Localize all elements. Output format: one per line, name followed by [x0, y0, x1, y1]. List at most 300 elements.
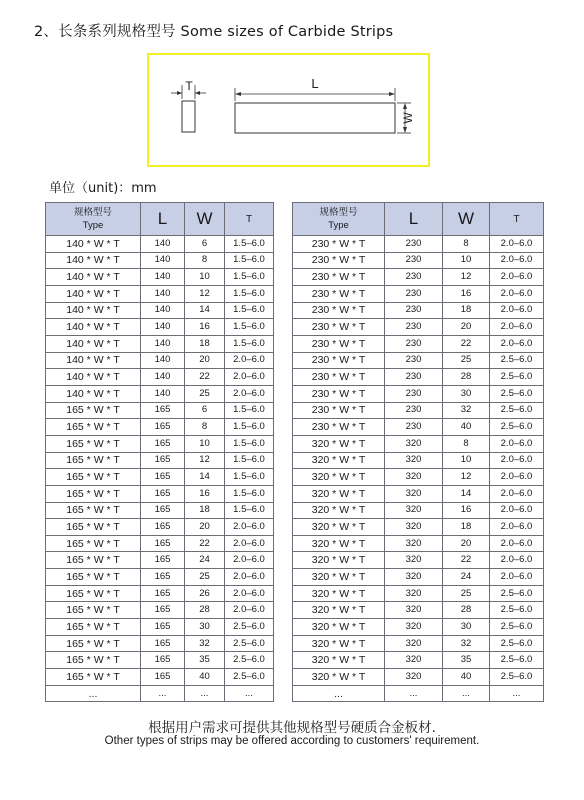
table-row — [46, 385, 274, 402]
cell-w: 24 — [185, 552, 225, 569]
cell-l: 165 — [141, 519, 185, 536]
cell-t: 2.5–6.0 — [490, 369, 544, 386]
table-row — [293, 435, 544, 452]
cell-w: 12 — [185, 452, 225, 469]
cell-w: 20 — [443, 319, 490, 336]
cell-t: 2.0–6.0 — [225, 519, 274, 536]
cell-l: 140 — [141, 319, 185, 336]
table-row — [46, 402, 274, 419]
cell-w: 30 — [443, 619, 490, 636]
table-row — [46, 552, 274, 569]
table-row — [293, 335, 544, 352]
cell-t: 1.5–6.0 — [225, 319, 274, 336]
cell-l: 140 — [141, 252, 185, 269]
t-arrowhead-left — [177, 91, 182, 95]
table-row — [293, 352, 544, 369]
cell-w: 6 — [185, 236, 225, 253]
cell-w: 22 — [443, 335, 490, 352]
table-row — [46, 619, 274, 636]
cell-t: 2.0–6.0 — [490, 335, 544, 352]
cell-l: 165 — [141, 502, 185, 519]
cell-type: 230 * W * T — [293, 236, 385, 253]
cell-t: 2.5–6.0 — [490, 619, 544, 636]
cell-l: 230 — [385, 369, 443, 386]
table-body — [46, 236, 274, 702]
cell-l: 230 — [385, 236, 443, 253]
table-row — [293, 469, 544, 486]
table-row — [293, 652, 544, 669]
cell-w: 20 — [185, 352, 225, 369]
cell-l: 165 — [141, 652, 185, 669]
table-row — [293, 419, 544, 436]
table-row — [46, 535, 274, 552]
cell-t: 1.5–6.0 — [225, 435, 274, 452]
cell-type: 165 * W * T — [46, 452, 141, 469]
l-label: L — [311, 76, 319, 91]
cell-w: 28 — [185, 602, 225, 619]
table-row — [46, 585, 274, 602]
cell-t: 2.5–6.0 — [490, 669, 544, 686]
cell-t: 1.5–6.0 — [225, 469, 274, 486]
cell-type: 140 * W * T — [46, 285, 141, 302]
cell-type: 140 * W * T — [46, 369, 141, 386]
cell-type: 230 * W * T — [293, 419, 385, 436]
table-row — [46, 669, 274, 686]
cell-l: 320 — [385, 602, 443, 619]
cell-t: 2.0–6.0 — [490, 285, 544, 302]
cell-l: 165 — [141, 419, 185, 436]
cell-w: 32 — [185, 635, 225, 652]
cell-type: 230 * W * T — [293, 352, 385, 369]
table-row — [293, 569, 544, 586]
cell-l: 230 — [385, 385, 443, 402]
cell-l: 320 — [385, 619, 443, 636]
cell-w: 35 — [185, 652, 225, 669]
cell-w: 12 — [443, 269, 490, 286]
strip-side-view — [235, 103, 395, 133]
table-row — [293, 535, 544, 552]
cell-t: 2.0–6.0 — [490, 269, 544, 286]
cell-t: 1.5–6.0 — [225, 419, 274, 436]
cell-w: 25 — [443, 352, 490, 369]
section-heading: 2、长条系列规格型号 Some sizes of Carbide Strips — [34, 24, 394, 40]
cell-w: 14 — [443, 485, 490, 502]
cell-type: 165 * W * T — [46, 619, 141, 636]
table-row — [293, 385, 544, 402]
cell-t: 2.5–6.0 — [490, 402, 544, 419]
cell-w: 25 — [185, 385, 225, 402]
cell-type: 165 * W * T — [46, 652, 141, 669]
cell-l: 165 — [141, 619, 185, 636]
cell-type: 320 * W * T — [293, 635, 385, 652]
cell-t: 2.0–6.0 — [225, 535, 274, 552]
cell-t: 2.0–6.0 — [490, 485, 544, 502]
cell-w: 10 — [443, 452, 490, 469]
cell-l: 320 — [385, 569, 443, 586]
table-row — [293, 585, 544, 602]
cell-l: 165 — [141, 535, 185, 552]
cell-w: 26 — [185, 585, 225, 602]
cell-l: 165 — [141, 669, 185, 686]
cell-l: 230 — [385, 402, 443, 419]
cell-l: 165 — [141, 452, 185, 469]
table-row — [46, 602, 274, 619]
cell-t: 2.5–6.0 — [490, 635, 544, 652]
table-row — [293, 252, 544, 269]
cell-t: 2.5–6.0 — [490, 585, 544, 602]
cell-t: 2.0–6.0 — [490, 319, 544, 336]
cell-l: 320 — [385, 502, 443, 519]
strip-dimension-diagram — [147, 53, 430, 167]
cell-w: 12 — [443, 469, 490, 486]
header-l: L — [141, 203, 185, 236]
table-row — [46, 502, 274, 519]
cell-l: 230 — [385, 319, 443, 336]
table-row — [46, 335, 274, 352]
cell-l: 320 — [385, 652, 443, 669]
cell-w: 22 — [185, 535, 225, 552]
cell-type: 230 * W * T — [293, 302, 385, 319]
cell-w: 16 — [185, 485, 225, 502]
cell-t: 2.0–6.0 — [225, 602, 274, 619]
cell-type: 165 * W * T — [46, 552, 141, 569]
cell-t: 2.0–6.0 — [490, 569, 544, 586]
table-row — [46, 652, 274, 669]
cell-t: 2.0–6.0 — [490, 236, 544, 253]
cell-t: 2.0–6.0 — [490, 552, 544, 569]
cell-type: 230 * W * T — [293, 369, 385, 386]
cell-type: 165 * W * T — [46, 485, 141, 502]
cell-type: 320 * W * T — [293, 435, 385, 452]
table-row — [46, 252, 274, 269]
cell-t: 2.0–6.0 — [490, 452, 544, 469]
cell-l: 140 — [141, 302, 185, 319]
cell-type: 320 * W * T — [293, 652, 385, 669]
cell-type: 320 * W * T — [293, 669, 385, 686]
cell-l: 320 — [385, 452, 443, 469]
cell-t: 2.5–6.0 — [225, 669, 274, 686]
table-row — [293, 502, 544, 519]
table-row — [46, 369, 274, 386]
cell-t: 2.0–6.0 — [490, 535, 544, 552]
cell-l: 165 — [141, 435, 185, 452]
table-row — [293, 552, 544, 569]
header-type-cn: 规格型号 — [73, 207, 112, 218]
cell-type: 230 * W * T — [293, 335, 385, 352]
cell-l: 230 — [385, 269, 443, 286]
table-row — [293, 685, 544, 702]
cell-w: 30 — [443, 385, 490, 402]
cell-l: 320 — [385, 585, 443, 602]
header-type-en: Type — [82, 220, 104, 231]
cell-w: 20 — [185, 519, 225, 536]
footnote-chinese: 根据用户需求可提供其他规格型号硬质合金板材. — [148, 720, 436, 736]
cell-w: 16 — [443, 502, 490, 519]
cell-w: 10 — [185, 269, 225, 286]
cell-l: 165 — [141, 569, 185, 586]
cell-w: 24 — [443, 569, 490, 586]
cell-l: ... — [141, 685, 185, 702]
cell-l: 230 — [385, 285, 443, 302]
table-row — [46, 519, 274, 536]
cell-w: 8 — [185, 252, 225, 269]
l-arrowhead-right — [389, 92, 395, 96]
cell-t: 1.5–6.0 — [225, 485, 274, 502]
cell-t: 2.5–6.0 — [225, 619, 274, 636]
header-row — [293, 203, 544, 236]
cell-w: 28 — [443, 602, 490, 619]
table-row — [293, 285, 544, 302]
cell-l: 165 — [141, 602, 185, 619]
table-row — [46, 236, 274, 253]
cell-type: 230 * W * T — [293, 252, 385, 269]
cell-type: 165 * W * T — [46, 519, 141, 536]
cell-type: 140 * W * T — [46, 269, 141, 286]
t-arrowhead-right — [195, 91, 200, 95]
cell-l: 165 — [141, 585, 185, 602]
cell-type: 320 * W * T — [293, 485, 385, 502]
cell-l: 230 — [385, 302, 443, 319]
cell-l: ... — [385, 685, 443, 702]
table-row — [293, 402, 544, 419]
cell-type: 320 * W * T — [293, 619, 385, 636]
cell-l: 320 — [385, 635, 443, 652]
cell-w: 18 — [185, 502, 225, 519]
table-row — [293, 635, 544, 652]
cell-type: 230 * W * T — [293, 385, 385, 402]
header-w: W — [443, 203, 490, 236]
cell-w: 8 — [443, 435, 490, 452]
table-row — [293, 369, 544, 386]
cell-type: 140 * W * T — [46, 252, 141, 269]
strip-end-view — [182, 101, 195, 132]
unit-label: 单位（unit)：mm — [49, 181, 157, 196]
cell-type: 165 * W * T — [46, 635, 141, 652]
cell-type: 165 * W * T — [46, 535, 141, 552]
cell-l: 230 — [385, 335, 443, 352]
cell-w: 35 — [443, 652, 490, 669]
cell-l: 230 — [385, 252, 443, 269]
spec-table-right — [292, 202, 544, 702]
header-type — [46, 203, 141, 236]
cell-w: ... — [185, 685, 225, 702]
cell-type: 320 * W * T — [293, 569, 385, 586]
cell-type: 165 * W * T — [46, 402, 141, 419]
table-row — [46, 469, 274, 486]
cell-t: 1.5–6.0 — [225, 285, 274, 302]
cell-l: 320 — [385, 519, 443, 536]
cell-w: 20 — [443, 535, 490, 552]
table-row — [293, 319, 544, 336]
table-body — [293, 236, 544, 702]
cell-t: 1.5–6.0 — [225, 335, 274, 352]
table-row — [46, 269, 274, 286]
strip-drawing — [149, 55, 427, 164]
cell-type: 140 * W * T — [46, 385, 141, 402]
cell-type: 165 * W * T — [46, 669, 141, 686]
w-arrowhead-bottom — [403, 127, 407, 133]
header-row — [46, 203, 274, 236]
cell-w: 25 — [185, 569, 225, 586]
cell-w: 16 — [185, 319, 225, 336]
table-row — [46, 285, 274, 302]
cell-type: 320 * W * T — [293, 469, 385, 486]
header-l: L — [385, 203, 443, 236]
cell-t: ... — [225, 685, 274, 702]
cell-w: 28 — [443, 369, 490, 386]
cell-t: 2.5–6.0 — [490, 602, 544, 619]
cell-t: 2.0–6.0 — [490, 469, 544, 486]
cell-type: 140 * W * T — [46, 302, 141, 319]
cell-t: 1.5–6.0 — [225, 302, 274, 319]
table-row — [293, 602, 544, 619]
cell-w: 40 — [185, 669, 225, 686]
cell-t: 2.0–6.0 — [225, 569, 274, 586]
cell-type: 230 * W * T — [293, 269, 385, 286]
table-row — [46, 485, 274, 502]
cell-t: 1.5–6.0 — [225, 252, 274, 269]
cell-l: 165 — [141, 402, 185, 419]
cell-w: 40 — [443, 669, 490, 686]
cell-t: 2.0–6.0 — [490, 252, 544, 269]
t-label: T — [185, 79, 193, 93]
cell-type: 320 * W * T — [293, 535, 385, 552]
table-row — [46, 302, 274, 319]
cell-w: 25 — [443, 585, 490, 602]
cell-type: 165 * W * T — [46, 502, 141, 519]
cell-l: 320 — [385, 435, 443, 452]
table-row — [46, 685, 274, 702]
cell-w: 14 — [185, 302, 225, 319]
table-row — [46, 452, 274, 469]
cell-t: 1.5–6.0 — [225, 452, 274, 469]
header-type-cn: 规格型号 — [319, 207, 358, 218]
header-t: T — [225, 203, 274, 236]
cell-w: 18 — [443, 302, 490, 319]
cell-w: 10 — [185, 435, 225, 452]
table-row — [293, 619, 544, 636]
cell-l: 140 — [141, 369, 185, 386]
cell-l: 140 — [141, 352, 185, 369]
cell-w: 30 — [185, 619, 225, 636]
table-row — [293, 269, 544, 286]
cell-w: 22 — [443, 552, 490, 569]
cell-w: 12 — [185, 285, 225, 302]
cell-t: 1.5–6.0 — [225, 402, 274, 419]
cell-w: 8 — [185, 419, 225, 436]
header-t: T — [490, 203, 544, 236]
cell-type: 320 * W * T — [293, 602, 385, 619]
cell-t: 2.5–6.0 — [490, 352, 544, 369]
cell-type: 165 * W * T — [46, 435, 141, 452]
cell-type: 320 * W * T — [293, 552, 385, 569]
cell-w: 32 — [443, 635, 490, 652]
cell-type: 165 * W * T — [46, 419, 141, 436]
cell-w: 14 — [185, 469, 225, 486]
table-row — [293, 452, 544, 469]
cell-l: 230 — [385, 352, 443, 369]
w-label: W — [401, 112, 415, 124]
cell-t: 2.0–6.0 — [490, 302, 544, 319]
cell-l: 165 — [141, 469, 185, 486]
cell-type: 140 * W * T — [46, 352, 141, 369]
cell-t: 1.5–6.0 — [225, 269, 274, 286]
table-row — [293, 519, 544, 536]
cell-l: 320 — [385, 469, 443, 486]
cell-l: 165 — [141, 485, 185, 502]
cell-type: ... — [46, 685, 141, 702]
table-row — [46, 635, 274, 652]
cell-l: 140 — [141, 385, 185, 402]
cell-w: 10 — [443, 252, 490, 269]
table-row — [293, 669, 544, 686]
cell-t: 1.5–6.0 — [225, 502, 274, 519]
cell-w: 40 — [443, 419, 490, 436]
cell-t: 2.5–6.0 — [225, 652, 274, 669]
cell-w: 16 — [443, 285, 490, 302]
spec-table-left — [45, 202, 274, 702]
cell-type: 165 * W * T — [46, 585, 141, 602]
cell-type: 165 * W * T — [46, 569, 141, 586]
cell-w: 32 — [443, 402, 490, 419]
table-row — [46, 435, 274, 452]
cell-type: 230 * W * T — [293, 285, 385, 302]
cell-l: 165 — [141, 552, 185, 569]
cell-t: 2.0–6.0 — [225, 552, 274, 569]
cell-type: 140 * W * T — [46, 236, 141, 253]
table-row — [46, 569, 274, 586]
cell-type: 230 * W * T — [293, 319, 385, 336]
cell-type: 140 * W * T — [46, 335, 141, 352]
cell-t: 2.0–6.0 — [225, 352, 274, 369]
cell-t: 2.5–6.0 — [490, 419, 544, 436]
header-w: W — [185, 203, 225, 236]
table-row — [293, 236, 544, 253]
cell-type: 230 * W * T — [293, 402, 385, 419]
cell-w: 8 — [443, 236, 490, 253]
cell-l: 320 — [385, 552, 443, 569]
cell-type: ... — [293, 685, 385, 702]
cell-t: 2.5–6.0 — [490, 385, 544, 402]
w-arrowhead-top — [403, 103, 407, 109]
cell-t: ... — [490, 685, 544, 702]
cell-l: 320 — [385, 485, 443, 502]
table-row — [46, 419, 274, 436]
cell-w: 18 — [443, 519, 490, 536]
cell-t: 1.5–6.0 — [225, 236, 274, 253]
cell-type: 140 * W * T — [46, 319, 141, 336]
cell-w: ... — [443, 685, 490, 702]
cell-l: 140 — [141, 285, 185, 302]
cell-type: 165 * W * T — [46, 602, 141, 619]
cell-t: 2.0–6.0 — [490, 519, 544, 536]
cell-w: 22 — [185, 369, 225, 386]
cell-l: 140 — [141, 236, 185, 253]
cell-type: 320 * W * T — [293, 502, 385, 519]
cell-type: 165 * W * T — [46, 469, 141, 486]
cell-l: 140 — [141, 269, 185, 286]
table-row — [46, 352, 274, 369]
cell-type: 320 * W * T — [293, 519, 385, 536]
table-row — [293, 302, 544, 319]
cell-l: 140 — [141, 335, 185, 352]
cell-type: 320 * W * T — [293, 452, 385, 469]
cell-t: 2.0–6.0 — [225, 585, 274, 602]
cell-t: 2.0–6.0 — [490, 502, 544, 519]
cell-l: 165 — [141, 635, 185, 652]
header-type — [293, 203, 385, 236]
cell-t: 2.0–6.0 — [225, 369, 274, 386]
